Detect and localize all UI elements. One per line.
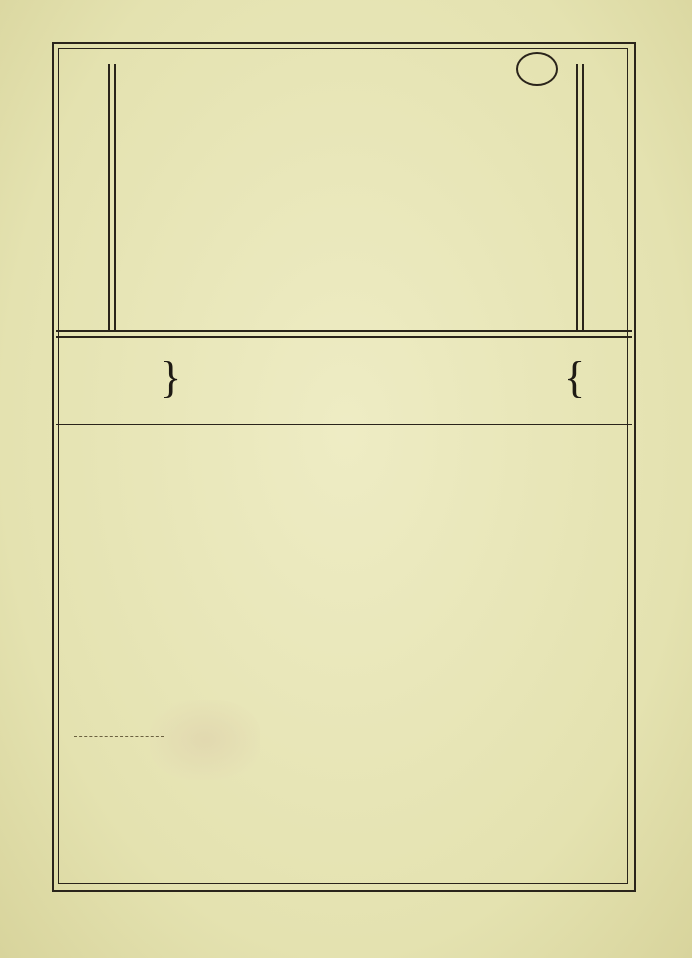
ornament-border-right [640, 36, 692, 904]
brace-left: } [160, 353, 182, 402]
dash-mark [74, 736, 164, 737]
right-vertical-rule-2 [582, 64, 584, 330]
ornament-border-bottom [0, 894, 692, 938]
ornament-border-top [0, 0, 692, 44]
ornament-border-left [0, 36, 48, 904]
side-text-right [590, 68, 624, 328]
info-rule [56, 424, 632, 425]
annual-subscription [400, 752, 620, 771]
issue-number-mark [516, 52, 558, 86]
worn-stamp [150, 700, 260, 780]
contents-heading [200, 488, 500, 508]
rosette-frame [174, 78, 500, 218]
left-vertical-rule-2 [114, 64, 116, 330]
brace-right: { [564, 353, 586, 402]
masthead-rule [56, 330, 632, 332]
right-vertical-rule [576, 64, 578, 330]
masthead-rule-2 [56, 336, 632, 338]
left-vertical-rule [108, 64, 110, 330]
title-box [174, 78, 500, 218]
side-text-left [72, 84, 102, 314]
